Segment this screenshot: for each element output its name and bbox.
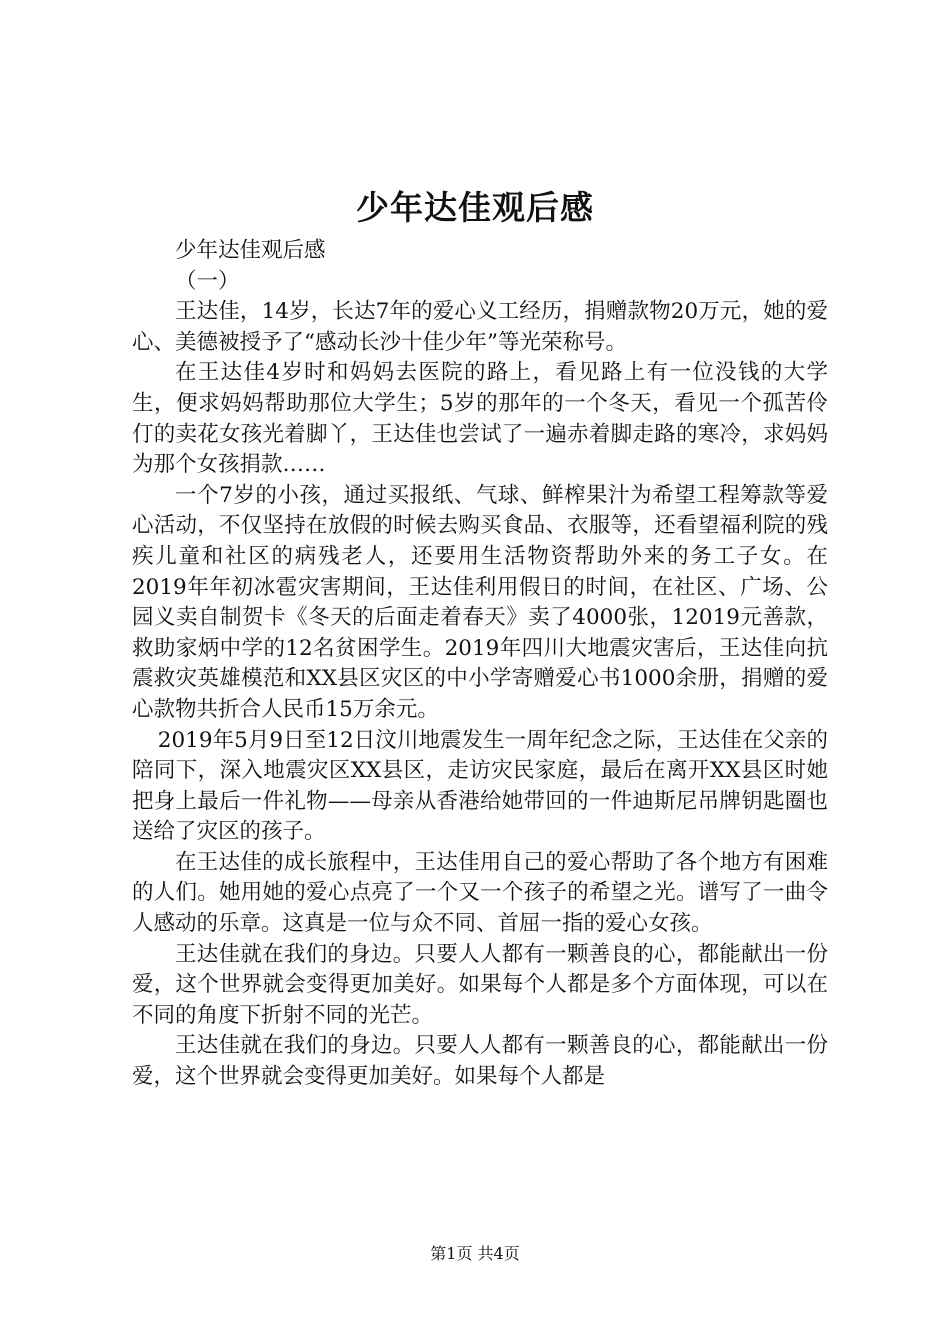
paragraph-subtitle: 少年达佳观后感 xyxy=(175,238,326,263)
paragraph: 王达佳就在我们的身边。只要人人都有一颗善良的心，都能献出一份爱，这个世界就会变得更加美好。如果每个人都是多个方面体现，可以在不同的角度下折射不同的光芒。 xyxy=(132,941,828,1028)
paragraph: 在王达佳的成长旅程中，王达佳用自己的爱心帮助了各个地方有困难的人们。她用她的爱心点亮了一个又一个孩子的希望之光。谱写了一曲令人感动的乐章。这真是一位与众不同、首屈一指的爱心女孩。 xyxy=(132,849,828,937)
paragraph: 2019年5月9日至12日汶川地震发生一周年纪念之际，王达佳在父亲的陪同下，深入地震灾区XX县区，走访灾民家庭，最后在离开XX县区时她把身上最后一件礼物——母亲从香港给她带回的一件迪斯尼吊牌钥匙圈也送给了灾区的孩子。 xyxy=(132,727,828,845)
paragraph-section-marker: （一） xyxy=(175,268,240,294)
paragraph: 在王达佳4岁时和妈妈去医院的路上，看见路上有一位没钱的大学生，便求妈妈帮助那位大学生；5岁的那年的一个冬天，看见一个孤苦伶仃的卖花女孩光着脚丫，王达佳也尝试了一遍赤着脚走路的寒冷，求妈妈为那个女孩捐款…… xyxy=(132,360,828,478)
document-body xyxy=(132,236,828,1093)
document-title: 少年达佳观后感 xyxy=(356,188,594,227)
page-footer: 第1页 共4页 xyxy=(430,1244,520,1263)
paragraph: 王达佳，14岁，长达7年的爱心义工经历，捐赠款物20万元，她的爱心、美德被授予了“感动长沙十佳少年”等光荣称号。 xyxy=(132,299,828,355)
paragraph: 一个7岁的小孩，通过买报纸、气球、鲜榨果汁为希望工程筹款等爱心活动，不仅坚持在放假的时候去购买食品、衣服等，还看望福利院的残疾儿童和社区的病残老人，还要用生活物资帮助外来的务工子女。在2019年年初冰雹灾害期间，王达佳利用假日的时间，在社区、广场、公园义卖自制贺卡《冬天的后面走着春天》卖了4000张，12019元善款，救助家炳中学的12名贫困学生。2019年四川大地震灾害后，王达佳向抗震救灾英雄模范和XX县区灾区的中小学寄赠爱心书1000余册，捐赠的爱心款物共折合人民币15万余元。 xyxy=(132,482,828,722)
paragraph: 王达佳就在我们的身边。只要人人都有一颗善良的心，都能献出一份爱，这个世界就会变得更加美好。如果每个人都是 xyxy=(132,1033,828,1090)
